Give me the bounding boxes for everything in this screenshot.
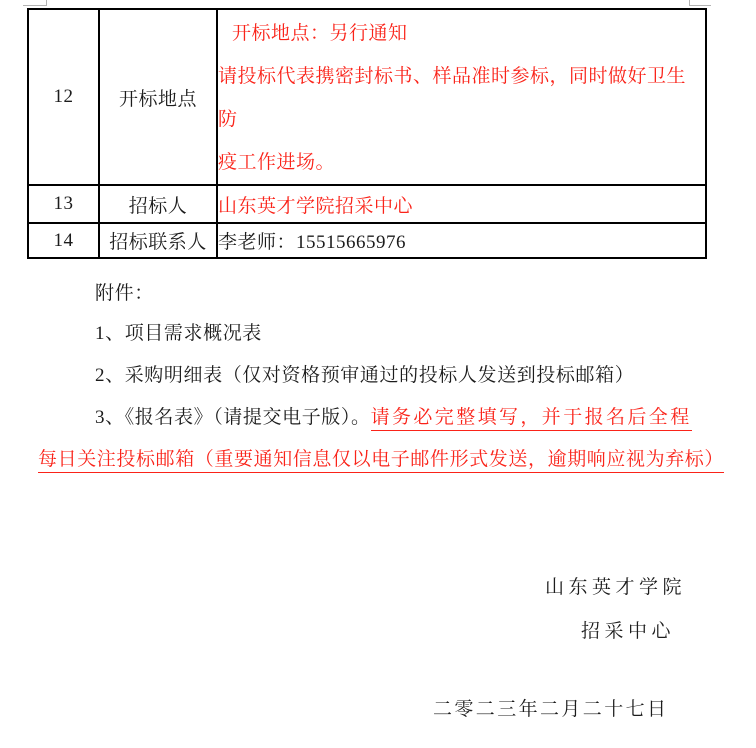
- attachment-item-3-black-text: 3、《报名表》（请提交电子版）。: [95, 407, 371, 428]
- tender-contact-info: 李老师：15515665976: [217, 223, 706, 258]
- margin-mark-top-right: [689, 0, 711, 6]
- bid-opening-location-line2: 请投标代表携密封标书、样品准时参标，同时做好卫生防: [218, 66, 687, 130]
- table-row-tender-contact: [28, 223, 706, 258]
- signature-date: 二零二三年二月二十七日: [433, 699, 669, 720]
- tender-info-table: [27, 8, 707, 259]
- row-number-cell: 12: [28, 9, 99, 185]
- signature-organization: 山东英才学院: [545, 577, 687, 598]
- attachment-item-1: 1、项目需求概况表: [95, 323, 262, 344]
- attachment-item-3-red-warning: 请务必完整填写，并于报名后全程: [371, 407, 692, 431]
- attachment-item-2: 2、采购明细表（仅对资格预审通过的投标人发送到投标邮箱）: [95, 365, 635, 386]
- table-row-tenderer: [28, 185, 706, 223]
- row-label-cell: 开标地点: [99, 9, 217, 185]
- row-content-cell: [217, 9, 706, 185]
- row-label-cell: 招标联系人: [99, 223, 217, 258]
- attachments-heading: 附件：: [95, 283, 154, 304]
- margin-mark-top-left: [23, 0, 47, 6]
- row-number-cell: 14: [28, 223, 99, 258]
- table-row-bid-opening-location: [28, 9, 706, 185]
- bid-opening-location-line1: 开标地点：另行通知: [232, 23, 408, 44]
- row-number-cell: 13: [28, 185, 99, 223]
- attachment-item-3: [95, 402, 692, 429]
- tenderer-name: 山东英才学院招采中心: [217, 185, 706, 223]
- bid-opening-location-line3: 疫工作进场。: [218, 152, 336, 173]
- row-label-cell: 招标人: [99, 185, 217, 223]
- signature-department: 招采中心: [581, 621, 676, 642]
- attachment-item-3-red-warning-line2: 每日关注投标邮箱（重要通知信息仅以电子邮件形式发送，逾期响应视为弃标）: [38, 444, 724, 471]
